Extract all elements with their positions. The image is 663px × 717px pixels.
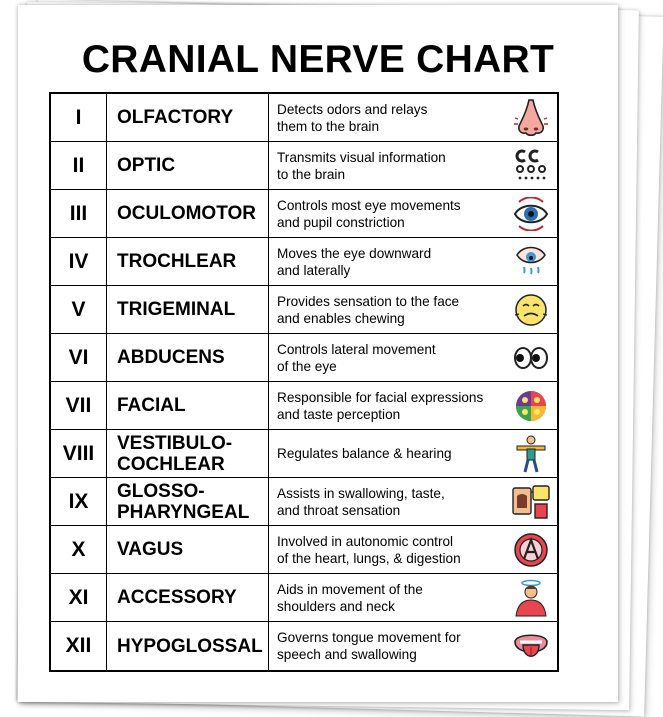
nerve-description bbox=[269, 430, 501, 477]
table-row bbox=[51, 190, 557, 238]
nerve-description-line: shoulders and neck bbox=[277, 598, 395, 614]
nerve-name: FACIAL bbox=[107, 382, 269, 429]
nerve-description-line: and taste perception bbox=[277, 406, 401, 422]
faces-icon bbox=[511, 386, 551, 426]
nose-icon bbox=[511, 98, 551, 138]
nerve-description-line: Provides sensation to the face bbox=[277, 293, 460, 309]
table-row bbox=[51, 430, 557, 478]
nerve-description-line: them to the brain bbox=[277, 118, 380, 134]
table-row bbox=[51, 238, 557, 286]
nerve-numeral: XII bbox=[51, 622, 107, 670]
nerve-name-line: VESTIBULO- bbox=[117, 432, 233, 454]
poster-sheet bbox=[18, 5, 618, 702]
nerve-name: HYPOGLOSSAL bbox=[107, 622, 269, 670]
nerve-numeral: IV bbox=[51, 238, 107, 285]
nerve-description bbox=[269, 622, 501, 670]
nerve-description-line: speech and swallowing bbox=[277, 647, 417, 662]
table-row bbox=[51, 478, 557, 526]
nerve-description bbox=[269, 286, 501, 333]
nerve-name: VAGUS bbox=[107, 526, 269, 573]
throat-icon bbox=[511, 482, 551, 522]
nerve-description-line: of the eye bbox=[277, 358, 337, 374]
nerve-description-line: and throat sensation bbox=[277, 502, 401, 518]
nerve-name: OCULOMOTOR bbox=[107, 190, 269, 237]
nerve-description-line: Responsible for facial expressions bbox=[277, 389, 484, 405]
table-row bbox=[51, 574, 557, 622]
nerve-name: TRIGEMINAL bbox=[107, 286, 269, 333]
nerve-numeral: X bbox=[51, 526, 107, 573]
nerve-numeral: VII bbox=[51, 382, 107, 429]
nerve-description-line: and laterally bbox=[277, 262, 351, 278]
nerve-name-line: PHARYNGEAL bbox=[117, 501, 250, 523]
nerve-name-line: GLOSSO- bbox=[117, 480, 205, 502]
nerve-description bbox=[269, 478, 501, 525]
nerve-description-line: Governs tongue movement for bbox=[277, 630, 461, 645]
nerve-description-line: Controls most eye movements bbox=[277, 197, 461, 213]
nerve-description-line: Detects odors and relays bbox=[277, 101, 428, 117]
nerve-description bbox=[269, 94, 501, 141]
table-row bbox=[51, 94, 557, 142]
nerve-name: OLFACTORY bbox=[107, 94, 269, 141]
eye-down-icon bbox=[511, 242, 551, 282]
nerve-name-line: COCHLEAR bbox=[117, 453, 225, 475]
nerve-numeral: IX bbox=[51, 478, 107, 525]
nerve-numeral: VIII bbox=[51, 430, 107, 477]
table-row bbox=[51, 142, 557, 190]
nerve-description-line: Assists in swallowing, taste, bbox=[277, 485, 445, 501]
shoulders-person-icon bbox=[511, 578, 551, 618]
nerve-name: TROCHLEAR bbox=[107, 238, 269, 285]
nerve-name: ACCESSORY bbox=[107, 574, 269, 621]
nerve-description-line: Regulates balance & hearing bbox=[277, 446, 452, 461]
face-icon bbox=[511, 290, 551, 330]
nerve-description-line: Involved in autonomic control bbox=[277, 533, 454, 549]
nerve-description-line: to the brain bbox=[277, 166, 346, 182]
table-row bbox=[51, 622, 557, 670]
balance-person-icon bbox=[511, 434, 551, 474]
nerve-description bbox=[269, 382, 501, 429]
nerve-description-line: Transmits visual information bbox=[277, 149, 446, 165]
nerve-description bbox=[269, 142, 501, 189]
eye-chart-icon bbox=[511, 146, 551, 186]
nerve-description bbox=[269, 238, 501, 285]
autonomic-badge-icon bbox=[511, 530, 551, 570]
table-row bbox=[51, 382, 557, 430]
nerve-table bbox=[49, 92, 559, 672]
nerve-description bbox=[269, 574, 501, 621]
nerve-description-line: of the heart, lungs, & digestion bbox=[277, 550, 461, 566]
nerve-name bbox=[107, 430, 269, 477]
nerve-description-line: Controls lateral movement bbox=[277, 341, 436, 357]
nerve-numeral: XI bbox=[51, 574, 107, 621]
nerve-numeral: II bbox=[51, 142, 107, 189]
nerve-numeral: III bbox=[51, 190, 107, 237]
nerve-description-line: and pupil constriction bbox=[277, 214, 405, 230]
nerve-description-line: Aids in movement of the bbox=[277, 581, 423, 597]
nerve-name: OPTIC bbox=[107, 142, 269, 189]
nerve-numeral: V bbox=[51, 286, 107, 333]
eyes-icon bbox=[511, 338, 551, 378]
nerve-description bbox=[269, 190, 501, 237]
nerve-description-line: and enables chewing bbox=[277, 310, 405, 326]
chart-title: CRANIAL NERVE CHART bbox=[81, 38, 555, 81]
tongue-icon bbox=[511, 626, 551, 666]
eye-rotate-icon bbox=[511, 194, 551, 234]
nerve-name bbox=[107, 478, 269, 525]
table-row bbox=[51, 526, 557, 574]
nerve-numeral: VI bbox=[51, 334, 107, 381]
nerve-name: ABDUCENS bbox=[107, 334, 269, 381]
nerve-description bbox=[269, 526, 501, 573]
nerve-numeral: I bbox=[51, 94, 107, 141]
table-row bbox=[51, 334, 557, 382]
nerve-description-line: Moves the eye downward bbox=[277, 245, 432, 261]
nerve-description bbox=[269, 334, 501, 381]
table-row bbox=[51, 286, 557, 334]
